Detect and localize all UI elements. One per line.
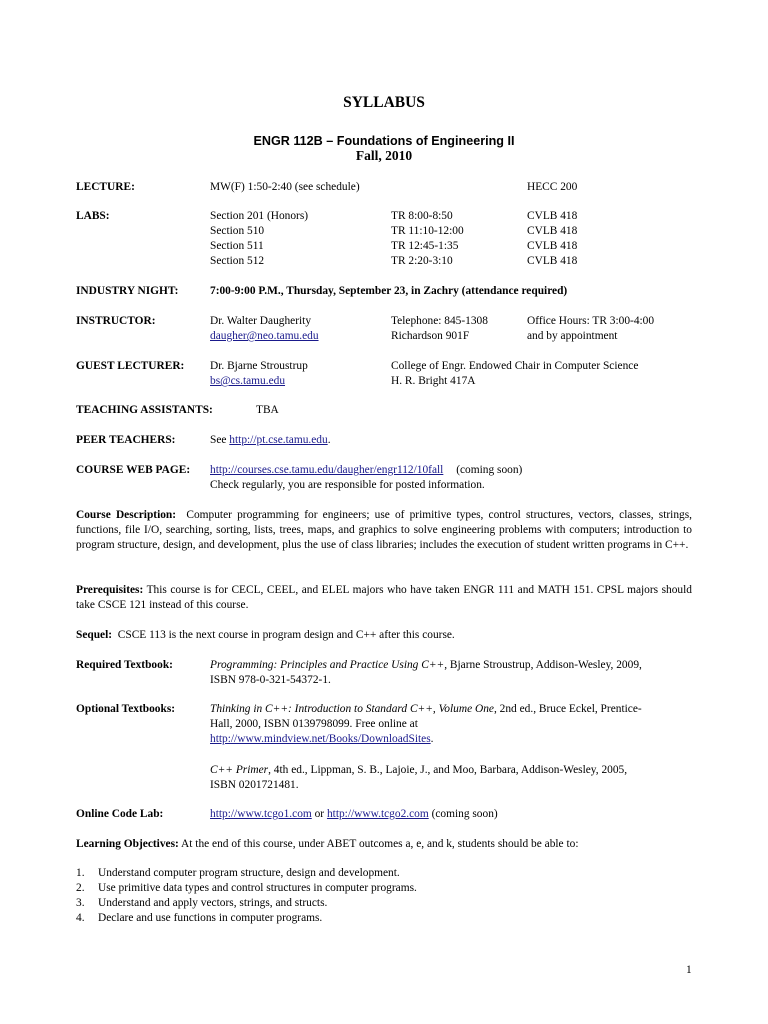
learning-objectives-label: Learning Objectives: [76, 838, 179, 850]
list-item-text: Understand computer program structure, design and development. [98, 867, 400, 879]
optional-textbook-1-line2: Hall, 2000, ISBN 0139798099. Free online at [210, 718, 418, 730]
instructor-name: Dr. Walter Daugherity [210, 315, 312, 327]
online-code-lab-link-2[interactable]: http://www.tcgo2.com [326, 808, 429, 820]
list-item-text: Use primitive data types and control structures in computer programs. [98, 882, 417, 894]
instructor-office: Richardson 901F [391, 330, 470, 342]
guest-lecturer-name: Dr. Bjarne Stroustrup [210, 360, 308, 372]
guest-lecturer-office: H. R. Bright 417A [391, 375, 476, 387]
teaching-assistants-value: TBA [256, 404, 279, 416]
optional-textbook-1-link-suffix: . [430, 733, 434, 745]
peer-teachers-suffix: . [327, 434, 331, 446]
peer-teachers-prefix: See [210, 434, 230, 446]
lab-time: TR 8:00-8:50 [391, 210, 453, 222]
lab-time: TR 11:10-12:00 [391, 225, 464, 237]
lab-room: CVLB 418 [527, 255, 578, 267]
instructor-label: INSTRUCTOR: [76, 315, 156, 327]
list-item-text: Understand and apply vectors, strings, and structs. [98, 897, 328, 909]
optional-textbook-1 [210, 702, 692, 747]
lecture-time: MW(F) 1:50-2:40 (see schedule) [210, 181, 360, 193]
peer-teachers-label: PEER TEACHERS: [76, 434, 176, 446]
optional-textbook-1-details: , 2nd ed., Bruce Eckel, Prentice- [493, 703, 642, 715]
industry-night-text: 7:00-9:00 P.M., Thursday, September 23, in Zachry (attendance required) [210, 285, 568, 297]
prerequisites-text: This course is for CECL, CEEL, and ELEL majors who have taken ENGR 111 and MATH 151. CPSL majors should take CSCE 121 instead of this course. [76, 584, 692, 611]
instructor-email-link[interactable]: daugher@neo.tamu.edu [210, 330, 319, 342]
sequel [76, 628, 692, 643]
course-web-page-note-line: Check regularly, you are responsible for posted information. [210, 479, 485, 491]
lab-section: Section 510 [210, 225, 265, 237]
course-description-label: Course Description: [76, 509, 177, 521]
guest-lecturer-label: GUEST LECTURER: [76, 360, 185, 372]
industry-night-label: INDUSTRY NIGHT: [76, 285, 179, 297]
list-item [76, 911, 322, 926]
course-web-page-link[interactable]: http://courses.cse.tamu.edu/daugher/engr112/10fall [210, 464, 444, 476]
online-code-lab-line [210, 807, 498, 822]
list-item [76, 896, 327, 911]
list-item-number: 1. [76, 867, 85, 879]
peer-teachers-line [210, 433, 331, 448]
page-number: 1 [686, 964, 692, 976]
optional-textbook-1-title: Thinking in C++: Introduction to Standard C++, Volume One [210, 703, 494, 715]
list-item-text: Declare and use functions in computer programs. [98, 912, 323, 924]
list-item [76, 881, 417, 896]
guest-lecturer-title: College of Engr. Endowed Chair in Computer Science [391, 360, 639, 372]
lab-room: CVLB 418 [527, 210, 578, 222]
list-item-number: 4. [76, 912, 85, 924]
course-web-page-label: COURSE WEB PAGE: [76, 464, 191, 476]
required-textbook-label: Required Textbook: [76, 659, 173, 671]
required-textbook-details: , Bjarne Stroustrup, Addison-Wesley, 2009, [444, 659, 642, 671]
required-textbook-isbn: ISBN 978-0-321-54372-1. [210, 674, 331, 686]
sequel-text: CSCE 113 is the next course in program design and C++ after this course. [117, 629, 455, 641]
optional-textbook-1-link[interactable]: http://www.mindview.net/Books/DownloadSites [210, 733, 431, 745]
optional-textbook-2 [210, 763, 692, 793]
required-textbook-title: Programming: Principles and Practice Using C++ [210, 659, 445, 671]
list-item-number: 2. [76, 882, 85, 894]
instructor-hours: Office Hours: TR 3:00-4:00 [527, 315, 655, 327]
course-description [76, 508, 692, 553]
optional-textbook-2-isbn: ISBN 0201721481. [210, 779, 299, 791]
optional-textbooks-label: Optional Textbooks: [76, 703, 176, 715]
lecture-label: LECTURE: [76, 181, 135, 193]
learning-objectives [76, 837, 578, 852]
lab-section: Section 511 [210, 240, 264, 252]
optional-textbook-2-title: C++ Primer [210, 764, 269, 776]
lab-section: Section 201 (Honors) [210, 210, 309, 222]
course-term: Fall, 2010 [355, 148, 413, 163]
required-textbook [210, 658, 692, 688]
instructor-phone: Telephone: 845-1308 [391, 315, 488, 327]
lab-time: TR 2:20-3:10 [391, 255, 453, 267]
online-code-lab-link-1[interactable]: http://www.tcgo1.com [210, 808, 312, 820]
lab-time: TR 12:45-1:35 [391, 240, 459, 252]
optional-textbook-2-details: , 4th ed., Lippman, S. B., Lajoie, J., and Moo, Barbara, Addison-Wesley, 2005, [268, 764, 628, 776]
online-code-lab-or: or [311, 808, 327, 820]
lab-room: CVLB 418 [527, 240, 578, 252]
list-item [76, 866, 400, 881]
labs-label: LABS: [76, 210, 110, 222]
course-description-text: Computer programming for engineers; use of primitive types, control structures, vectors, classes, strings, functions, file I/O, searching, sorting, lists, trees, maps, and graphics to solve engineering problems with computers; introduction to program structure, design, and development, plus the use of class libraries; includes the execution of student written programs in C++. [76, 509, 692, 551]
teaching-assistants-label: TEACHING ASSISTANTS: [76, 404, 213, 416]
sequel-label: Sequel: [76, 629, 113, 641]
lab-section: Section 512 [210, 255, 265, 267]
peer-teachers-link[interactable]: http://pt.cse.tamu.edu [229, 434, 328, 446]
guest-lecturer-email-link[interactable]: bs@cs.tamu.edu [210, 375, 286, 387]
instructor-hours-note: and by appointment [527, 330, 618, 342]
online-code-lab-label: Online Code Lab: [76, 808, 164, 820]
course-web-page-line [210, 463, 522, 478]
lecture-room: HECC 200 [527, 181, 578, 193]
course-title: ENGR 112B – Foundations of Engineering II [253, 134, 515, 148]
course-web-page-note: (coming soon) [456, 464, 523, 476]
prerequisites-label: Prerequisites: [76, 584, 144, 596]
online-code-lab-note: (coming soon) [428, 808, 498, 820]
list-item-number: 3. [76, 897, 85, 909]
learning-objectives-intro: At the end of this course, under ABET outcomes a, e, and k, students should be able to: [181, 838, 579, 850]
lab-room: CVLB 418 [527, 225, 578, 237]
page-title: SYLLABUS [343, 94, 425, 111]
prerequisites [76, 583, 692, 613]
